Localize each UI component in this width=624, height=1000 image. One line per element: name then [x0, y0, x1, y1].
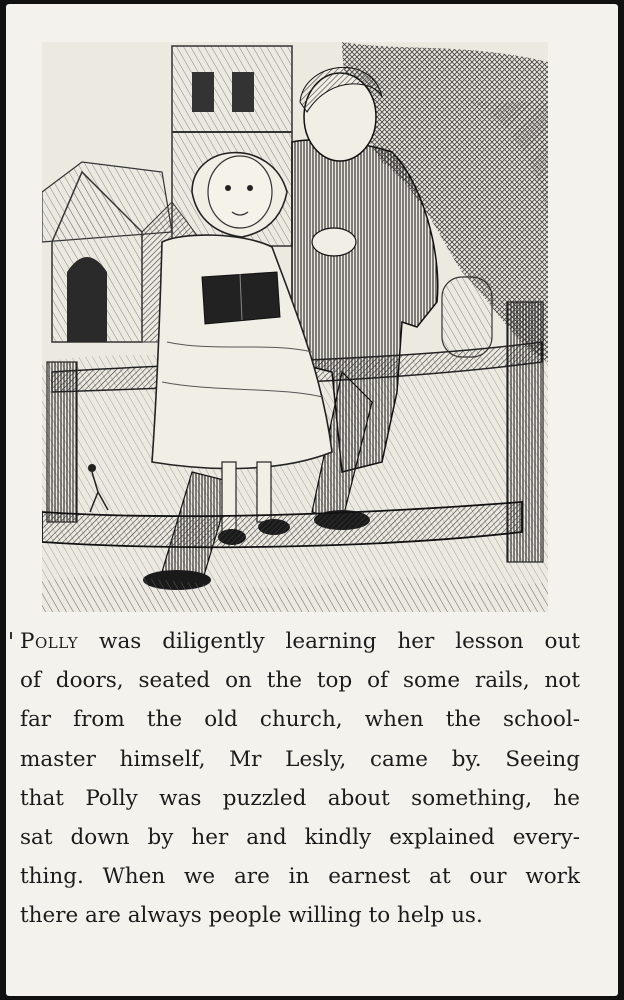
passage-line-7: thing. When we are in earnest at our work: [20, 864, 580, 890]
margin-mark: [10, 632, 12, 639]
passage-line-3: far from the old church, when the school-: [20, 707, 580, 733]
story-passage: [20, 622, 580, 936]
passage-line-6: sat down by her and kindly explained every-: [20, 825, 580, 851]
passage-line-4: master himself, Mr Lesly, came by. Seeing: [20, 746, 580, 772]
schoolmaster-and-girl-illustration-icon: [42, 42, 548, 612]
passage-line-1-rest: was diligently learning her lesson out: [78, 629, 580, 654]
book-page: [6, 4, 618, 996]
passage-line-2: of doors, seated on the top of some rails, not: [20, 668, 580, 694]
engraving-illustration: [42, 42, 548, 612]
passage-line-1: [20, 622, 580, 661]
passage-line-5: that Polly was puzzled about something, he: [20, 785, 580, 811]
passage-line-8: there are always people willing to help us.: [20, 903, 483, 929]
passage-lead-word: Polly: [20, 629, 79, 654]
